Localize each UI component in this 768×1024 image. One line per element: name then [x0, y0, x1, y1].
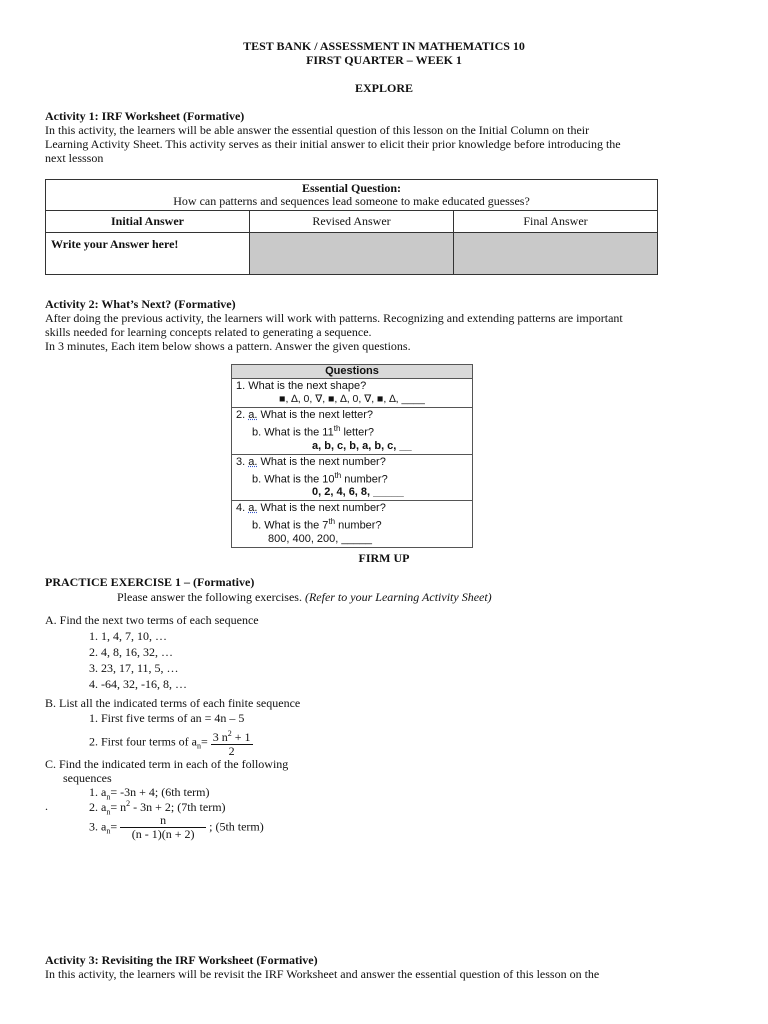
part-c-item-1-text: 1. a [89, 785, 107, 799]
part-a-item-1: 1. 1, 4, 7, 10, … [89, 629, 167, 643]
activity1-line2: Learning Activity Sheet. This activity serves as their initial answer to elicit their prior knowledge before introducing the [45, 137, 621, 152]
part-c-item-2-sub: n [106, 807, 111, 817]
activity1-line1: In this activity, the learners will be able answer the essential question of this lesson on the Initial Column on their [45, 123, 590, 137]
part-c-item-3 [89, 814, 264, 841]
part-c-heading: C. Find the indicated term in each of the following [45, 757, 289, 771]
doc-subtitle: FIRST QUARTER – WEEK 1 [306, 53, 462, 67]
question-4-a: What is the next number? [260, 502, 386, 515]
essential-question-text: How can patterns and sequences lead someone to make educated guesses? [173, 194, 530, 208]
question-4-number: 4. [236, 502, 246, 515]
question-2-pattern: a, b, c, b, a, b, c, __ [312, 439, 412, 452]
part-a-list [89, 628, 187, 692]
question-2-b: b. What is the 11 [252, 426, 334, 439]
practice-title: PRACTICE EXERCISE 1 – (Formative) [45, 575, 255, 589]
activity2-line2: skills needed for learning concepts related to generating a sequence. [45, 325, 372, 340]
activity1-line3: next lessson [45, 151, 104, 166]
question-4-b: b. What is the 7 [252, 519, 329, 532]
question-2-number: 2. [236, 409, 246, 421]
questions-table [231, 364, 473, 548]
part-c-item-3-den: (n - 1)(n + 2) [131, 827, 195, 841]
activity2-line1: After doing the previous activity, the learners will work with patterns. Recognizing and extending patterns are important [45, 311, 623, 325]
question-3-number: 3. [236, 455, 246, 468]
practice-instruction [117, 590, 492, 605]
question-4-a-label: a. [248, 502, 258, 515]
part-b-item-2-eq: = [200, 734, 208, 749]
question-2-b-end: letter? [340, 426, 375, 439]
activity2-line3: In 3 minutes, Each item below shows a pattern. Answer the given questions. [45, 339, 411, 354]
question-3-b-sup: th [334, 470, 342, 480]
doc-title: TEST BANK / ASSESSMENT IN MATHEMATICS 10 [243, 39, 525, 53]
part-c-item-2-sup: 2 [126, 799, 131, 808]
activity3-title: Activity 3: Revisiting the IRF Worksheet (Formative) [45, 953, 318, 967]
question-3-b: b. What is the 10 [252, 473, 335, 486]
question-2-a: What is the next letter? [260, 409, 373, 421]
part-b-item-2-num-end: + 1 [231, 730, 251, 744]
part-c-item-3-num: n [120, 814, 206, 828]
question-1 [232, 379, 473, 408]
part-a-heading: A. Find the next two terms of each sequence [45, 613, 259, 627]
part-b-item-2-sub: n [196, 741, 201, 751]
question-3-b-end: number? [341, 473, 388, 486]
part-c-item-3-sub: n [106, 826, 111, 836]
essential-question-label: Essential Question: [301, 180, 401, 195]
question-2-a-label: a. [248, 409, 258, 421]
part-c-item-1-end: = -3n + 4; (6th term) [110, 785, 210, 799]
question-3 [232, 454, 473, 501]
part-c-heading-line2: sequences [63, 771, 112, 785]
practice-instruction-text: Please answer the following exercises. [117, 590, 302, 604]
part-b-item-2-fraction [211, 727, 253, 758]
part-c-item-3-fraction [120, 814, 206, 841]
part-c-item-3-end: ; (5th term) [209, 819, 264, 834]
part-a-item-3: 3. 23, 17, 11, 5, … [89, 661, 179, 675]
activity1-title: Activity 1: IRF Worksheet (Formative) [45, 109, 245, 123]
initial-answer-header: Initial Answer [46, 211, 250, 233]
part-b-item-2-text: 2. First four terms of a [89, 734, 197, 749]
part-b-heading: B. List all the indicated terms of each finite sequence [45, 696, 301, 710]
question-3-a-label: a. [248, 455, 258, 468]
section-firm-up: FIRM UP [358, 551, 410, 565]
activity3-line1: In this activity, the learners will be revisit the IRF Worksheet and answer the essential question of this lesson on the [45, 967, 600, 981]
part-b-item-1: 1. First five terms of an = 4n – 5 [89, 711, 245, 725]
part-b-item-2-den: 2 [228, 744, 235, 758]
final-answer-header: Final Answer [454, 211, 658, 233]
activity1-description [45, 123, 735, 166]
question-1-pattern: ■, ∆, 0, ∇, ■, ∆, 0, ∇, ■, ∆, ____ [279, 393, 425, 405]
part-c-item-3-text: 3. a [89, 819, 107, 834]
part-b-item-2 [89, 727, 253, 758]
practice-instruction-ref: (Refer to your Learning Activity Sheet) [304, 590, 492, 604]
activity2-description [45, 311, 735, 354]
question-2 [232, 408, 473, 455]
initial-answer-cell[interactable]: Write your Answer here! [46, 233, 250, 275]
activity2-title: Activity 2: What’s Next? (Formative) [45, 297, 236, 311]
part-c-item-3-eq: = [110, 819, 118, 834]
revised-answer-cell [250, 233, 454, 275]
part-c-item-2-text: 2. a [89, 800, 107, 814]
section-explore: EXPLORE [354, 81, 413, 95]
part-c-item-2-eq: = n [110, 800, 127, 814]
question-4-b-end: number? [335, 519, 382, 532]
question-3-a: What is the next number? [260, 455, 386, 468]
question-4-b-sup: th [328, 517, 336, 527]
part-c-item-2-tail: - 3n + 2; (7th term) [130, 800, 226, 814]
irf-table [45, 179, 658, 275]
final-answer-cell [454, 233, 658, 275]
part-a-item-4: 4. -64, 32, -16, 8, … [89, 677, 187, 691]
questions-header: Questions [232, 365, 473, 379]
question-4-pattern: 800, 400, 200, _____ [268, 532, 372, 545]
part-a-item-2: 2. 4, 8, 16, 32, … [89, 645, 173, 659]
part-b-item-2-sup: 2 [227, 729, 232, 738]
question-3-pattern: 0, 2, 4, 6, 8, _____ [312, 486, 404, 499]
question-4 [232, 501, 473, 548]
part-c-item-2-bullet: . [45, 799, 48, 813]
question-1-text: 1. What is the next shape? [236, 380, 367, 392]
part-b-item-2-num: 3 n [212, 730, 228, 744]
question-2-b-sup: th [333, 424, 341, 433]
revised-answer-header: Revised Answer [250, 211, 454, 233]
part-c-item-1-sub: n [106, 792, 111, 802]
essential-question-cell [46, 180, 658, 211]
